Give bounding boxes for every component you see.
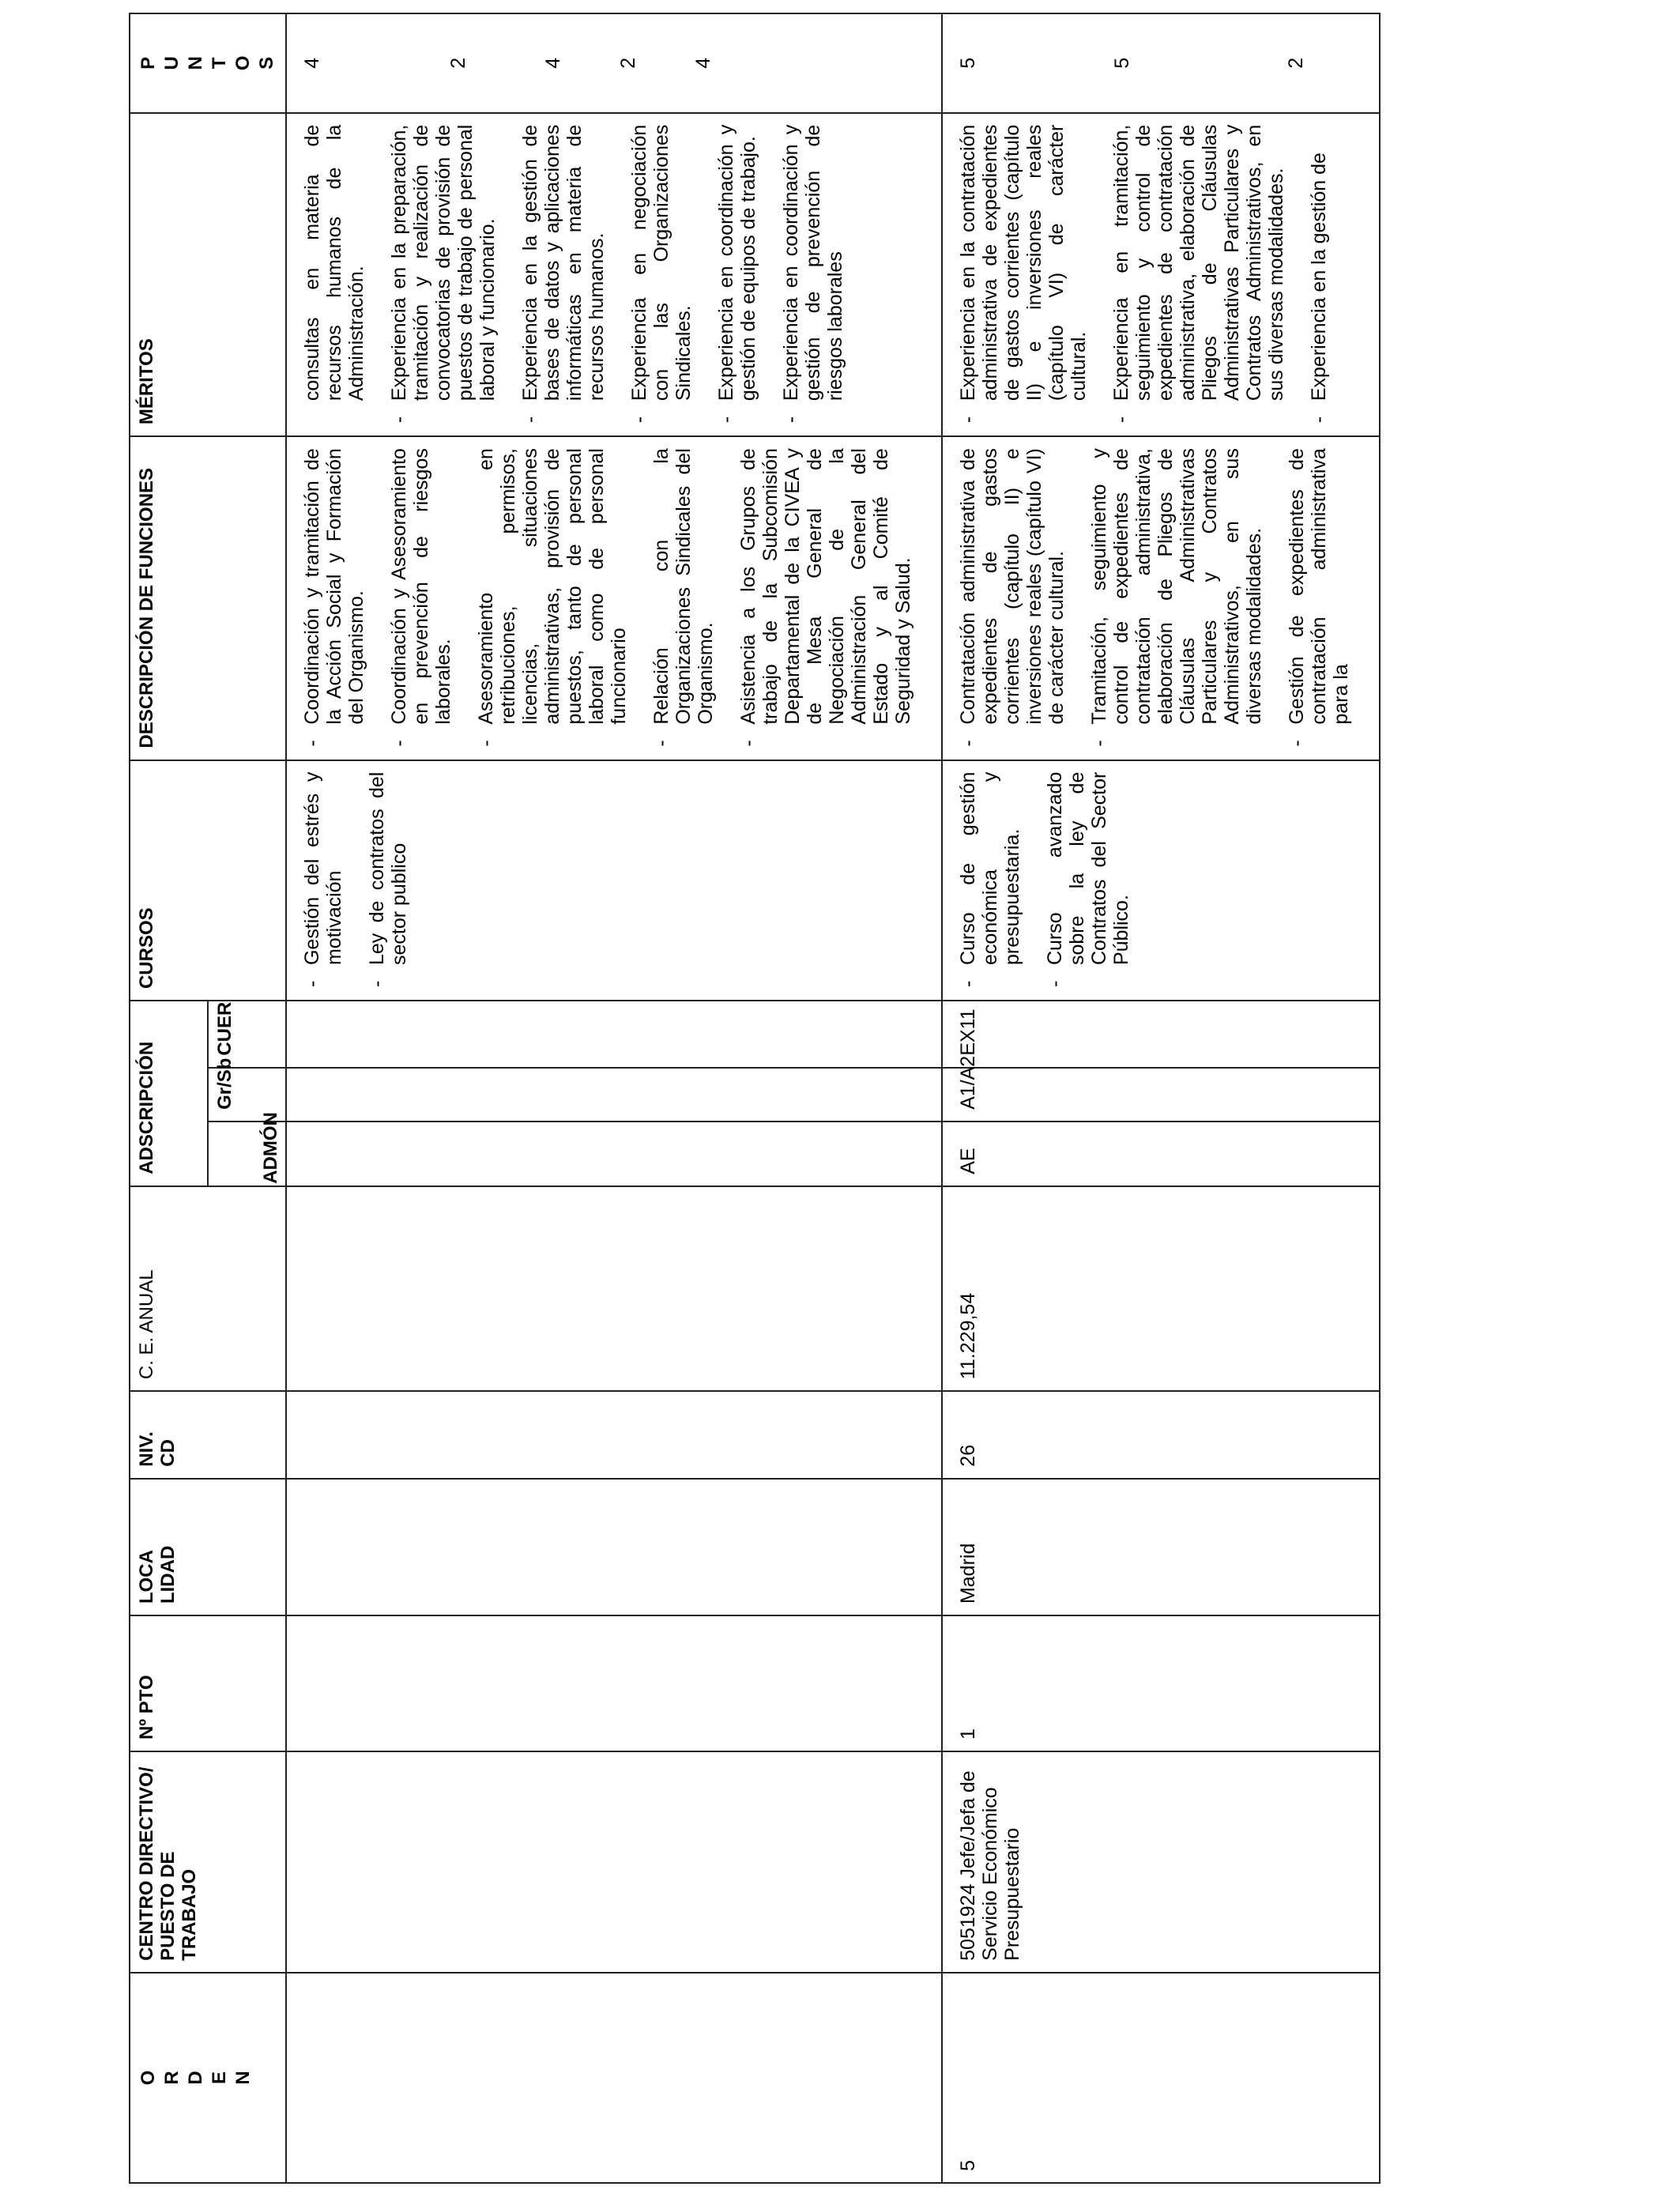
cell-cursos — [286, 760, 942, 1001]
list-item: - Coordinación y tramitación de la Acción Social y Formación del Organismo. — [301, 448, 367, 748]
list-item: - Coordinación y Asesoramiento en prevención de riesgos laborales. — [388, 448, 454, 748]
list-item: - Contratación administrativa de expedientes de gastos corrientes (capítulo II) e inversiones reales (capítulo VI) de carácter cultural. — [957, 448, 1068, 748]
points-value: 5 — [957, 57, 979, 69]
cell-ce-anual: 11.229,54 — [942, 1186, 1380, 1391]
header-admon: ADMÓN — [208, 1122, 286, 1186]
list-item: - Asesoramiento en retribuciones, permisos, licencias, situaciones administrativas, provisión de puestos, tanto de personal laboral como de personal funcionario — [475, 448, 630, 748]
cell-centro: 5051924 Jefe/Jefa de Servicio Económico Presupuestario — [942, 1751, 1380, 1973]
list-item: - Experiencia en la preparación, tramitación y realización de convocatorias de provisión de puestos de trabajo de personal laboral y funcionario. — [388, 125, 499, 424]
list-item: - Experiencia en tramitación, seguimiento y control de expedientes de contratación administrativa, elaboración de Pliegos de Cláusulas Administrativas Particulares y Contratos Administrativos, en sus diversas modalidades. — [1110, 125, 1287, 424]
header-ce-anual: C. E. ANUAL — [130, 1186, 286, 1391]
cell-orden: 5 — [942, 1973, 1380, 2183]
header-meritos: MÉRITOS — [130, 113, 286, 436]
header-cursos: CURSOS — [130, 760, 286, 1001]
cell-centro — [286, 1751, 942, 1973]
header-funciones: DESCRIPCIÓN DE FUNCIONES — [130, 436, 286, 760]
list-item: - Curso avanzado sobre la ley de Contratos del Sector Público. — [1044, 772, 1132, 989]
points-value: 2 — [447, 57, 469, 69]
points-value: 4 — [692, 57, 714, 69]
cell-orden — [286, 1973, 942, 2183]
header-centro: CENTRO DIRECTIVO/ PUESTO DE TRABAJO — [130, 1751, 286, 1973]
list-item: - Asistencia a los Grupos de trabajo de la Subcomisión Departamental de la CIVEA y de Mesa General de Negociación de la Administración General del Estado y al Comité de Seguridad y Salud. — [737, 448, 914, 748]
list-item: - Experiencia en la gestión de — [1308, 125, 1330, 424]
cell-funciones — [286, 436, 942, 760]
list-item: - Experiencia en coordinación y gestión de prevención de riesgos laborales — [780, 125, 846, 424]
header-cuer: CUER — [208, 1001, 286, 1068]
cell-num-pto — [286, 1615, 942, 1751]
header-row — [130, 13, 208, 2183]
points-value: 2 — [617, 57, 639, 69]
cell-cuer: EX11 — [942, 1001, 1380, 1068]
header-orden: O R D E N — [130, 1973, 286, 2183]
cell-localidad — [286, 1479, 942, 1615]
points-value: 4 — [542, 57, 564, 69]
cell-num-pto: 1 — [942, 1615, 1380, 1751]
header-adscripcion: ADSCRIPCIÓN — [130, 1001, 208, 1186]
cell-cursos — [942, 760, 1380, 1001]
cell-admon — [286, 1122, 942, 1186]
table-row — [286, 13, 942, 2183]
points-value: 2 — [1285, 57, 1307, 69]
header-localidad: LOCA LIDAD — [130, 1479, 286, 1615]
cell-admon: AE — [942, 1122, 1380, 1186]
list-item: consultas en materia de recursos humanos de la Administración. — [301, 124, 367, 401]
cell-meritos — [942, 113, 1380, 436]
list-item: - Gestión de expedientes de contratación administrativa para la — [1286, 448, 1352, 748]
list-item: - Ley de contratos del sector publico — [366, 772, 410, 989]
list-item: - Experiencia en coordinación y gestión de equipos de trabajo. — [715, 125, 759, 424]
cell-localidad: Madrid — [942, 1479, 1380, 1615]
cell-meritos — [286, 113, 942, 436]
header-puntos: P U N T O S — [130, 13, 286, 113]
cell-nivel — [286, 1391, 942, 1479]
list-item: - Gestión del estrés y motivación — [301, 772, 345, 989]
cell-nivel: 26 — [942, 1391, 1380, 1479]
header-gr-sb: Gr/Sb — [208, 1068, 286, 1122]
cell-gr-sb: A1/A2 — [942, 1068, 1380, 1122]
cell-cuer — [286, 1001, 942, 1068]
cell-funciones — [942, 436, 1380, 760]
merit-table — [129, 13, 1381, 2184]
cell-gr-sb — [286, 1068, 942, 1122]
points-value: 5 — [1111, 57, 1133, 69]
table-row — [942, 13, 1380, 2183]
list-item: - Experiencia en la contratación administrativa de expedientes de gastos corrientes (capítulo II) e inversiones reales (capítulo VI) de carácter cultural. — [957, 125, 1090, 424]
list-item: - Tramitación, seguimiento y control de expedientes de contratación administrativa, elaboración de Pliegos de Cláusulas Administrativas Particulares y Contratos Administrativos, en sus diversas modalidades. — [1088, 448, 1265, 748]
list-item: - Relación con la Organizaciones Sindicales del Organismo. — [650, 448, 717, 748]
cell-puntos — [942, 13, 1380, 113]
points-value: 4 — [301, 57, 323, 69]
header-num-pto: Nº PTO — [130, 1615, 286, 1751]
list-item: - Curso de gestión económica y presupuestaria. — [957, 772, 1023, 989]
cell-ce-anual — [286, 1186, 942, 1391]
list-item: - Experiencia en la gestión de bases de datos y aplicaciones informáticas en materia de recursos humanos. — [519, 125, 608, 424]
header-nivel: NIV. CD — [130, 1391, 286, 1479]
list-item: - Experiencia en negociación con las Organizaciones Sindicales. — [628, 125, 695, 424]
cell-puntos — [286, 13, 942, 113]
